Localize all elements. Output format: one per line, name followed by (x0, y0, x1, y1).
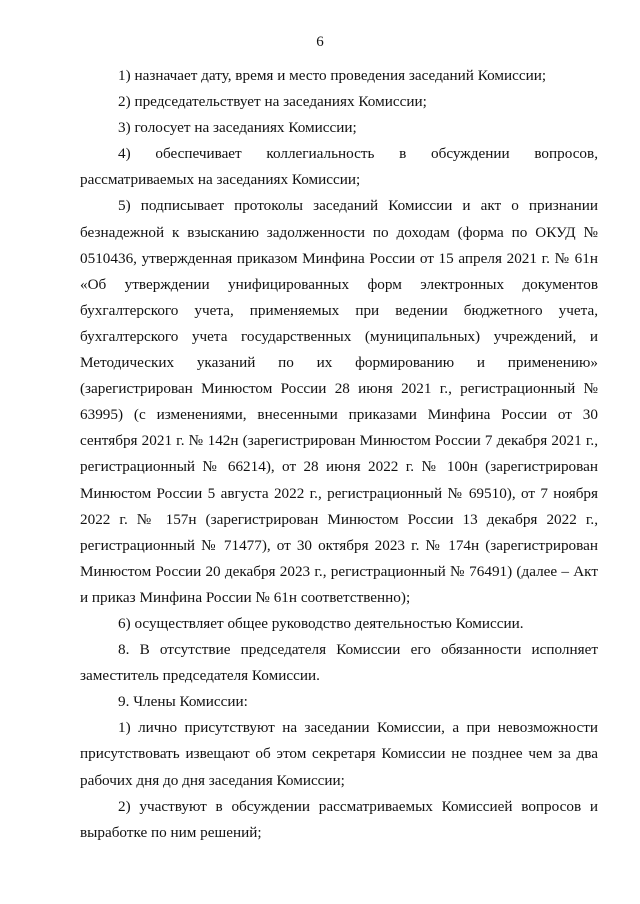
paragraph-chair-duty-3: 3) голосует на заседаниях Комиссии; (118, 119, 357, 137)
paragraph-chair-duty-6: 6) осуществляет общее руководство деятельностью Комиссии. (118, 614, 524, 632)
paragraph-chair-duty-2: 2) председательствует на заседаниях Комиссии; (118, 93, 427, 111)
paragraph-member-duty-2: 2) участвуют в обсуждении рассматриваемых Комиссией вопросов и выработке по ним решений; (80, 797, 598, 841)
paragraph-chair-duty-5: 5) подписывает протоколы заседаний Комиссии и акт о признании безнадежной к взысканию задолженности по доходам (форма по ОКУД № 0510436, утвержденная приказом Минфина России от 15 апреля 2021 г. № 61н «Об утверждении унифицированных форм электронных документов бухгалтерского учета, применяемых при ведении бюджетного учета, бухгалтерского учета государственных (муниципальных) учреждений, и Методических указаний по их формированию и применению» (зарегистрирован Минюстом России 28 июня 2021 г., регистрационный № 63995) (с изменениями, внесенными приказами Минфина России от 30 сентября 2021 г. № 142н (зарегистрирован Минюстом России 7 декабря 2021 г., регистрационный № 66214), от 28 июня 2022 г. № 100н (зарегистрирован Минюстом России 5 августа 2022 г., регистрационный № 69510), от 7 ноября 2022 г. № 157н (зарегистрирован Минюстом России 13 декабря 2022 г., регистрационный № 71477), от 30 октября 2023 г. № 174н (зарегистрирован Минюстом России 20 декабря 2023 г., регистрационный № 76491) (далее – Акт и приказ Минфина России № 61н соответственно); (80, 197, 598, 606)
paragraph-section-8: 8. В отсутствие председателя Комиссии его обязанности исполняет заместитель председателя Комиссии. (80, 641, 598, 685)
paragraph-member-duty-1: 1) лично присутствуют на заседании Комиссии, а при невозможности присутствовать извещают об этом секретаря Комиссии не позднее чем за два рабочих дня до дня заседания Комиссии; (80, 719, 598, 789)
page-number: 6 (316, 34, 324, 50)
paragraph-chair-duty-4: 4) обеспечивает коллегиальность в обсуждении вопросов, рассматриваемых на заседаниях Комиссии; (80, 145, 598, 189)
document-body (80, 63, 598, 846)
paragraph-chair-duty-1: 1) назначает дату, время и место проведения заседаний Комиссии; (118, 67, 547, 84)
paragraph-section-9-heading: 9. Члены Комиссии: (118, 693, 248, 711)
